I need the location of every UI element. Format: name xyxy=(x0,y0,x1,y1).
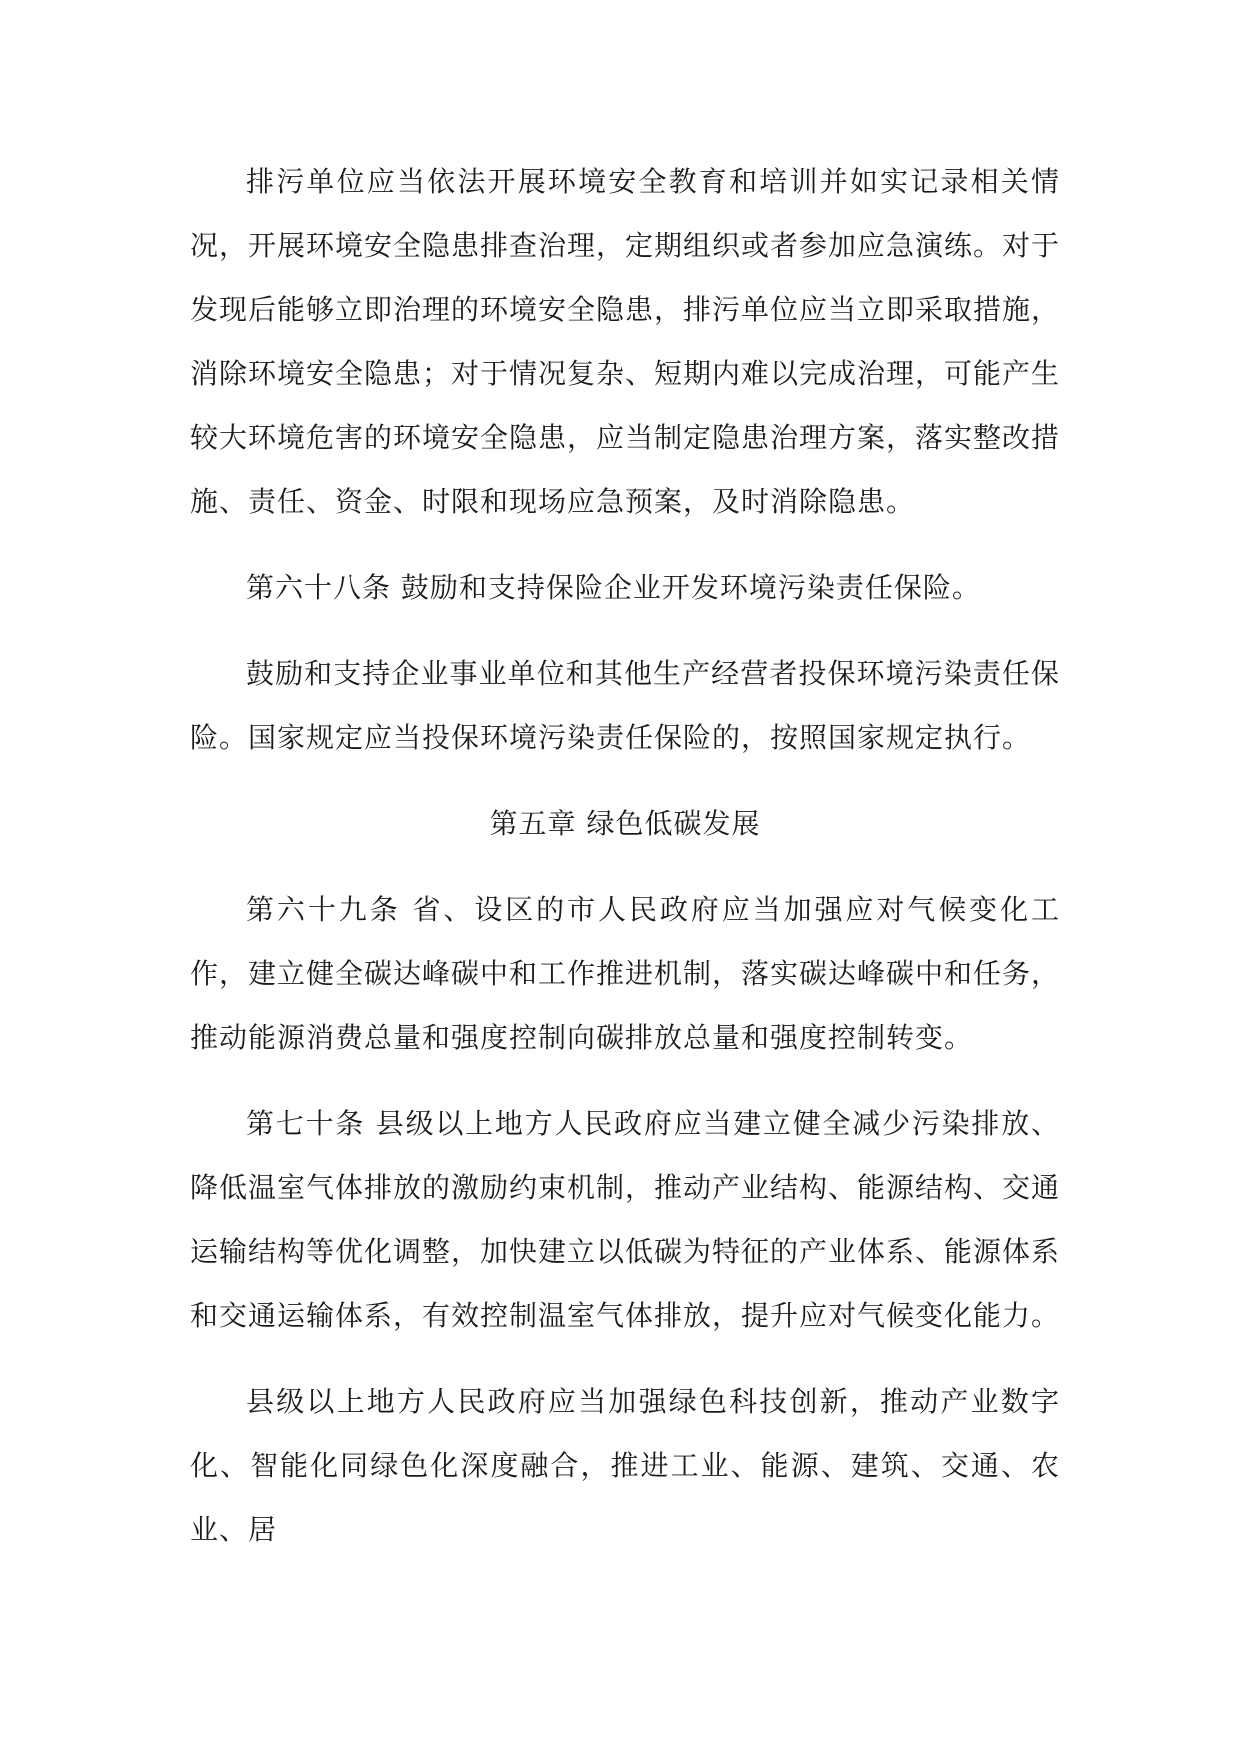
chapter-heading: 第五章 绿色低碳发展 xyxy=(489,807,761,840)
paragraph-article-70: 第七十条 县级以上地方人民政府应当建立健全减少污染排放、降低温室气体排放的激励约束机制，推动产业结构、能源结构、交通运输结构等优化调整，加快建立以低碳为特征的产业体系、能源体系和交通运输体系，有效控制温室气体排放，提升应对气候变化能力。 xyxy=(190,1107,1061,1332)
paragraph-environmental-safety: 排污单位应当依法开展环境安全教育和培训并如实记录相关情况，开展环境安全隐患排查治理，定期组织或者参加应急演练。对于发现后能够立即治理的环境安全隐患，排污单位应当立即采取措施，消除环境安全隐患；对于情况复杂、短期内难以完成治理，可能产生较大环境危害的环境安全隐患，应当制定隐患治理方案，落实整改措施、责任、资金、时限和现场应急预案，及时消除隐患。 xyxy=(190,165,1061,518)
paragraph-article-68: 第六十八条 鼓励和支持保险企业开发环境污染责任保险。 xyxy=(246,571,981,604)
paragraph-insurance: 鼓励和支持企业事业单位和其他生产经营者投保环境污染责任保险。国家规定应当投保环境污染责任保险的，按照国家规定执行。 xyxy=(190,657,1060,754)
paragraph-article-69: 第六十九条 省、设区的市人民政府应当加强应对气候变化工作，建立健全碳达峰碳中和工作推进机制，落实碳达峰碳中和任务，推动能源消费总量和强度控制向碳排放总量和强度控制转变。 xyxy=(190,893,1061,1054)
paragraph-green-tech: 县级以上地方人民政府应当加强绿色科技创新，推动产业数字化、智能化同绿色化深度融合，推进工业、能源、建筑、交通、农业、居 xyxy=(190,1385,1060,1546)
document-body xyxy=(190,150,1060,1584)
